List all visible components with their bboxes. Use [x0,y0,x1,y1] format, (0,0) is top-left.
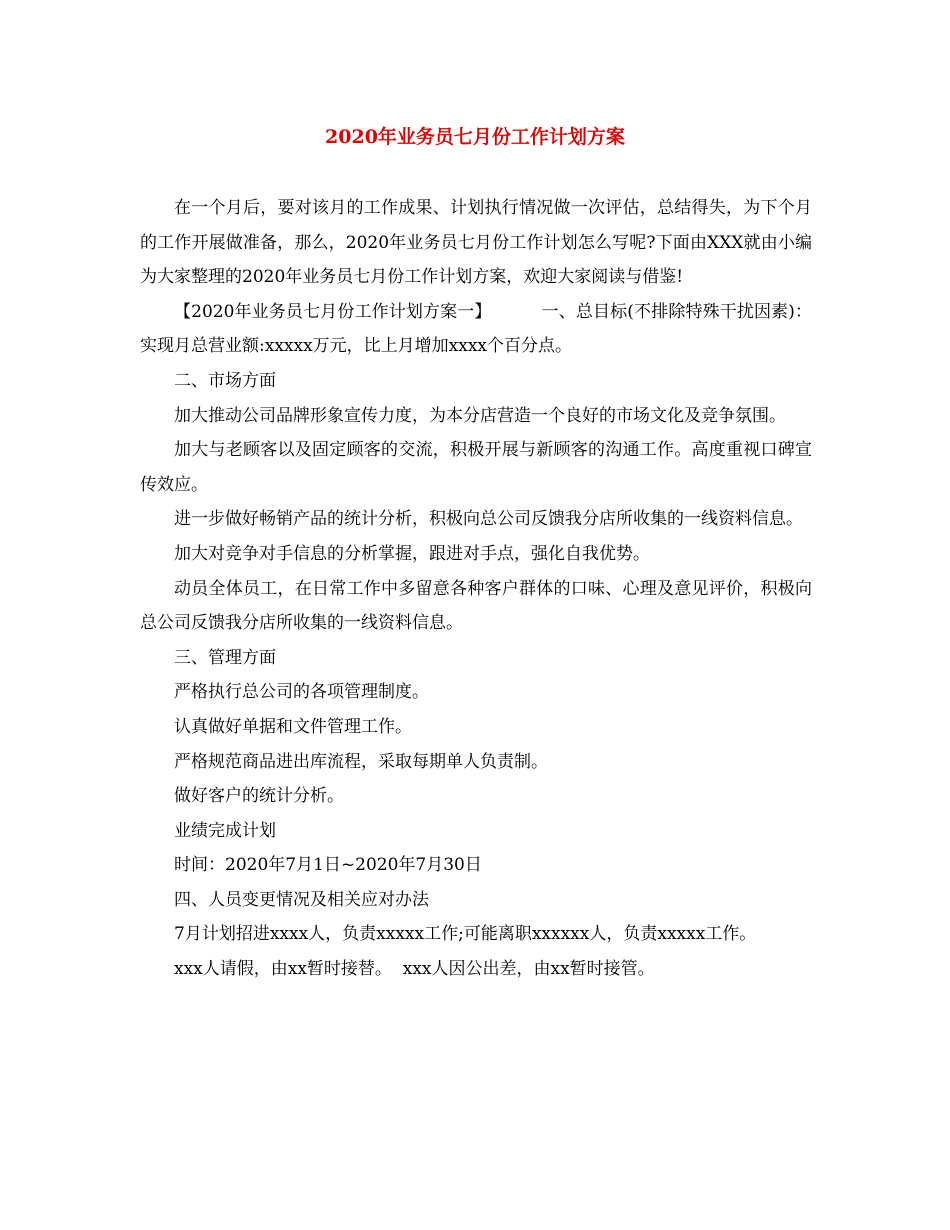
document-title: 2020年业务员七月份工作计划方案 [325,126,625,148]
section-heading-market: 二、市场方面 [174,370,276,391]
staff-item-2 [140,952,812,987]
staff-item-1: 7月计划招进xxxx人，负责xxxxx工作;可能离职xxxxxx人，负责xxxxx工作。 [174,924,757,945]
plan-one-goal: 一、总目标(不排除特殊干扰因素)：实现月总营业额:xxxxx万元，比上月增加xxxx个百分点。 [140,301,812,357]
plan-one-paragraph [140,295,812,364]
market-item-2: 加大与老顾客以及固定顾客的交流，积极开展与新顾客的沟通工作。高度重视口碑宣传效应。 [140,440,812,495]
section-heading-staff: 四、人员变更情况及相关应对办法 [174,889,429,910]
management-item-3: 严格规范商品进出库流程，采取每期单人负责制。 [174,751,548,772]
staff-business-trip-text: xxx人因公出差，由xx暂时接管。 [402,959,655,980]
management-item-2: 认真做好单据和文件管理工作。 [174,716,412,737]
management-item-1: 严格执行总公司的各项管理制度。 [174,682,429,703]
management-item-4: 做好客户的统计分析。 [174,786,344,807]
market-item-1: 加大推动公司品牌形象宣传力度，为本分店营造一个良好的市场文化及竞争氛围。 [174,405,786,426]
market-item-5: 动员全体员工，在日常工作中多留意各种客户群体的口味、心理及意见评价，积极向总公司反馈我分店所收集的一线资料信息。 [140,578,812,634]
staff-leave-text: xxx人请假，由xx暂时接替。 [174,959,392,980]
plan-one-heading: 【2020年业务员七月份工作计划方案一】 [174,301,492,322]
performance-plan-time: 时间：2020年7月1日~2020年7月30日 [174,855,482,876]
market-item-3: 进一步做好畅销产品的统计分析，积极向总公司反馈我分店所收集的一线资料信息。 [174,509,803,530]
section-heading-management: 三、管理方面 [174,647,276,668]
performance-plan-heading: 业绩完成计划 [174,820,276,841]
market-item-4: 加大对竞争对手信息的分析掌握，跟进对手点，强化自我优势。 [174,543,650,564]
intro-paragraph: 在一个月后，要对该月的工作成果、计划执行情况做一次评估，总结得失，为下个月的工作开展做准备，那么，2020年业务员七月份工作计划怎么写呢?下面由XXX就由小编为大家整理的2020年业务员七月份工作计划方案，欢迎大家阅读与借鉴! [140,198,812,288]
document-body [140,191,812,987]
